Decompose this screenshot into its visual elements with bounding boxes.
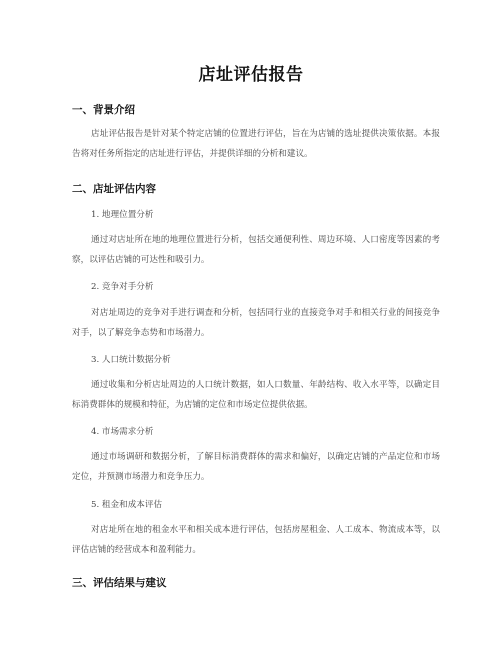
item-text-geographic-location: 通过对店址所在地的地理位置进行分析，包括交通便利性、周边环境、人口密度等因素的考察，以评估店铺的可达性和吸引力。 xyxy=(72,235,440,265)
section-heading-results-and-recommendations: 三、评估结果与建议 xyxy=(72,577,167,589)
item-text-population-statistics: 通过收集和分析店址周边的人口统计数据，如人口数量、年龄结构、收入水平等，以确定目标消费群体的规模和特征，为店铺的定位和市场定位提供依据。 xyxy=(72,380,440,410)
item-title-population-statistics: 3. 人口统计数据分析 xyxy=(91,355,171,365)
background-paragraph: 店址评估报告是针对某个特定店铺的位置进行评估，旨在为店铺的选址提供决策依据。本报告将对任务所指定的店址进行评估，并提供详细的分析和建议。 xyxy=(72,129,440,159)
item-title-competitor-analysis: 2. 竞争对手分析 xyxy=(91,282,154,292)
item-title-market-demand: 4. 市场需求分析 xyxy=(91,427,154,437)
item-text-rent-and-cost: 对店址所在地的租金水平和相关成本进行评估，包括房屋租金、人工成本、物流成本等，以评估店铺的经营成本和盈利能力。 xyxy=(72,525,440,555)
section-heading-background: 一、背景介绍 xyxy=(72,104,135,116)
item-text-market-demand: 通过市场调研和数据分析，了解目标消费群体的需求和偏好，以确定店铺的产品定位和市场定位，并预测市场潜力和竞争压力。 xyxy=(72,452,440,482)
item-title-rent-and-cost: 5. 租金和成本评估 xyxy=(91,500,163,510)
item-text-competitor-analysis: 对店址周边的竞争对手进行调查和分析，包括同行业的直接竞争对手和相关行业的间接竞争对手，以了解竞争态势和市场潜力。 xyxy=(72,308,440,338)
section-heading-evaluation-content: 二、店址评估内容 xyxy=(72,183,156,195)
document-title: 店址评估报告 xyxy=(198,65,304,85)
item-title-geographic-location: 1. 地理位置分析 xyxy=(91,210,154,220)
